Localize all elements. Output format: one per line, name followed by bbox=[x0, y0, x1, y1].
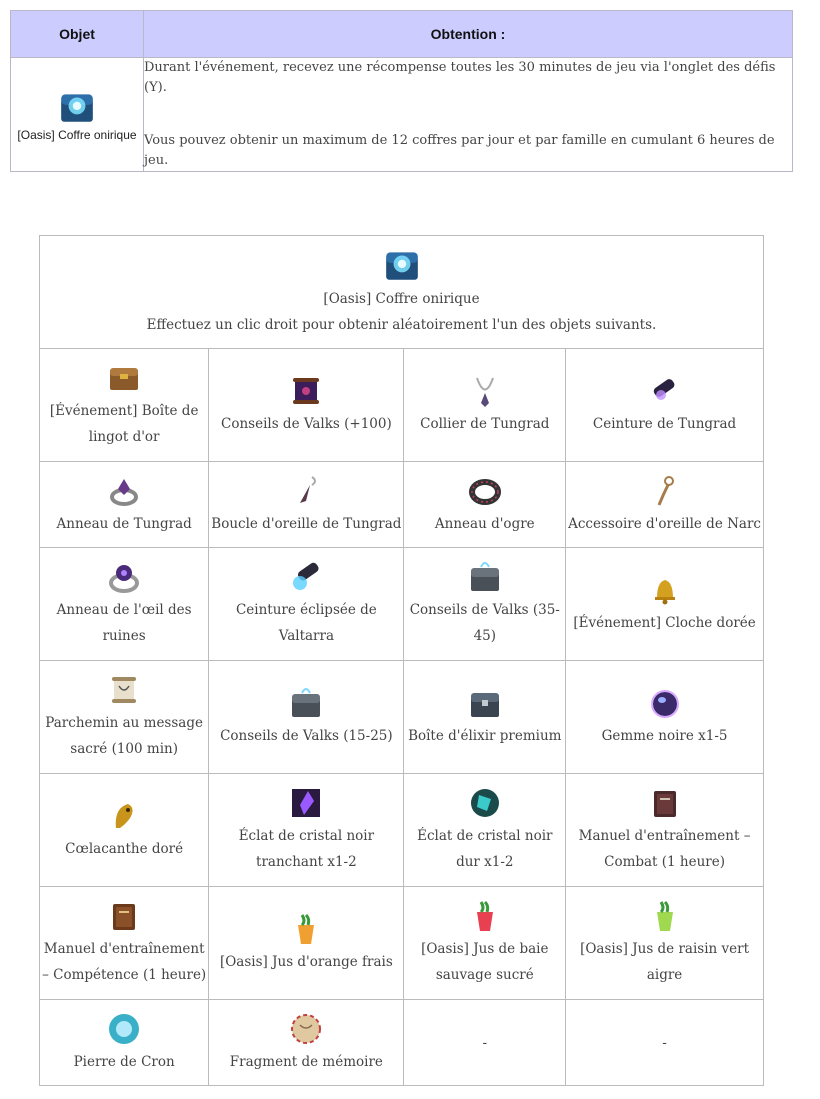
item-cell bbox=[566, 548, 764, 661]
item-cell bbox=[404, 887, 566, 1000]
item-cell bbox=[404, 349, 566, 462]
grey-chest-icon bbox=[288, 685, 324, 721]
earring-icon bbox=[288, 473, 324, 509]
item-row bbox=[40, 462, 764, 548]
item-cell bbox=[40, 887, 209, 1000]
gold-bar-box-icon bbox=[106, 360, 142, 396]
item-label: Anneau de l'œil des ruines bbox=[56, 602, 192, 644]
item-label: Conseils de Valks (15-25) bbox=[220, 728, 393, 744]
box-title: [Oasis] Coffre onirique bbox=[323, 291, 480, 307]
item-label: Pierre de Cron bbox=[73, 1053, 175, 1070]
blue-chest-icon bbox=[58, 88, 96, 126]
golden-fish-icon bbox=[106, 798, 142, 834]
item-label: Boîte d'élixir premium bbox=[408, 728, 562, 744]
item-cell bbox=[404, 774, 566, 887]
sharp-crystal-icon bbox=[288, 785, 324, 821]
item-cell bbox=[566, 349, 764, 462]
eclipsed-belt-icon bbox=[288, 559, 324, 595]
item-cell bbox=[209, 774, 404, 887]
purple-scroll-icon bbox=[288, 373, 324, 409]
box-header-cell bbox=[40, 236, 764, 349]
item-label: Collier de Tungrad bbox=[420, 416, 550, 432]
item-label: Cœlacanthe doré bbox=[65, 841, 184, 857]
item-cell bbox=[566, 1000, 764, 1086]
item-cell bbox=[209, 661, 404, 774]
item-label: Boucle d'oreille de Tungrad bbox=[211, 515, 402, 532]
item-cell bbox=[40, 661, 209, 774]
cron-stone-icon bbox=[106, 1011, 142, 1047]
elixir-box-icon bbox=[467, 685, 503, 721]
sacred-scroll-icon bbox=[106, 672, 142, 708]
item-row bbox=[40, 887, 764, 1000]
golden-bell-icon bbox=[647, 572, 683, 608]
item-cell bbox=[209, 349, 404, 462]
object-name: [Oasis] Coffre onirique bbox=[17, 127, 137, 142]
box-contents-table bbox=[39, 235, 764, 1086]
item-cell bbox=[566, 661, 764, 774]
item-label: Éclat de cristal noir dur x1-2 bbox=[417, 828, 553, 870]
necklace-icon bbox=[467, 373, 503, 409]
item-label: [Événement] Cloche dorée bbox=[573, 615, 756, 631]
item-label: Manuel d'entraînement – Combat (1 heure) bbox=[578, 828, 751, 870]
grape-juice-icon bbox=[647, 898, 683, 934]
item-cell bbox=[40, 1000, 209, 1086]
col-header-object: Objet bbox=[11, 11, 144, 58]
item-label: Ceinture éclipsée de Valtarra bbox=[235, 602, 377, 644]
item-row bbox=[40, 774, 764, 887]
blue-chest-icon bbox=[383, 246, 421, 284]
item-row bbox=[40, 1000, 764, 1086]
obtain-text-1: Durant l'événement, recevez une récompense toutes les 30 minutes de jeu via l'onglet des défis (Y). bbox=[144, 60, 776, 95]
item-cell bbox=[404, 1000, 566, 1086]
item-cell bbox=[566, 774, 764, 887]
item-cell bbox=[40, 774, 209, 887]
orange-juice-icon bbox=[288, 911, 324, 947]
item-cell bbox=[40, 349, 209, 462]
item-label: Manuel d'entraînement – Compétence (1 heure) bbox=[42, 941, 207, 983]
item-label: [Oasis] Jus d'orange frais bbox=[219, 954, 393, 970]
item-cell bbox=[566, 887, 764, 1000]
hard-crystal-icon bbox=[467, 785, 503, 821]
object-cell bbox=[11, 58, 144, 172]
combat-manual-icon bbox=[647, 785, 683, 821]
obtain-text-2: Vous pouvez obtenir un maximum de 12 coffres par jour et par famille en cumulant 6 heures de jeu. bbox=[144, 133, 775, 168]
col-header-obtain: Obtention : bbox=[144, 11, 793, 58]
item-label: Fragment de mémoire bbox=[229, 1053, 383, 1070]
obtain-table bbox=[10, 10, 793, 172]
obtain-description bbox=[144, 58, 793, 172]
item-row bbox=[40, 661, 764, 774]
skill-manual-icon bbox=[106, 898, 142, 934]
box-subtitle: Effectuez un clic droit pour obtenir aléatoirement l'un des objets suivants. bbox=[146, 317, 657, 333]
item-label: Anneau de Tungrad bbox=[56, 515, 192, 532]
item-cell bbox=[209, 462, 404, 548]
narc-earring-icon bbox=[647, 473, 683, 509]
memory-fragment-icon bbox=[288, 1011, 324, 1047]
item-row bbox=[40, 349, 764, 462]
item-label: [Événement] Boîte de lingot d'or bbox=[49, 403, 199, 445]
item-label: [Oasis] Jus de baie sauvage sucré bbox=[421, 941, 549, 983]
item-cell bbox=[209, 887, 404, 1000]
box-items bbox=[40, 349, 764, 1086]
item-row bbox=[40, 548, 764, 661]
item-label: - bbox=[662, 1034, 667, 1051]
item-label: Accessoire d'oreille de Narc bbox=[568, 515, 761, 532]
item-cell bbox=[566, 462, 764, 548]
ogre-ring-icon bbox=[467, 473, 503, 509]
item-label: - bbox=[482, 1034, 488, 1051]
item-label: Gemme noire x1-5 bbox=[601, 728, 728, 744]
item-cell bbox=[404, 548, 566, 661]
black-gem-icon bbox=[647, 685, 683, 721]
item-label: [Oasis] Jus de raisin vert aigre bbox=[580, 941, 750, 983]
item-label: Anneau d'ogre bbox=[434, 515, 535, 532]
item-label: Conseils de Valks (35-45) bbox=[409, 602, 560, 644]
item-cell bbox=[404, 661, 566, 774]
item-label: Conseils de Valks (+100) bbox=[221, 416, 392, 432]
item-cell bbox=[404, 462, 566, 548]
item-label: Éclat de cristal noir tranchant x1-2 bbox=[238, 828, 375, 870]
ring-icon bbox=[106, 473, 142, 509]
item-cell bbox=[209, 548, 404, 661]
item-label: Ceinture de Tungrad bbox=[592, 416, 737, 432]
ruins-eye-ring-icon bbox=[106, 559, 142, 595]
item-cell bbox=[40, 462, 209, 548]
belt-icon bbox=[647, 373, 683, 409]
item-cell bbox=[40, 548, 209, 661]
berry-juice-icon bbox=[467, 898, 503, 934]
grey-chest-icon bbox=[467, 559, 503, 595]
item-cell bbox=[209, 1000, 404, 1086]
item-label: Parchemin au message sacré (100 min) bbox=[45, 715, 203, 757]
